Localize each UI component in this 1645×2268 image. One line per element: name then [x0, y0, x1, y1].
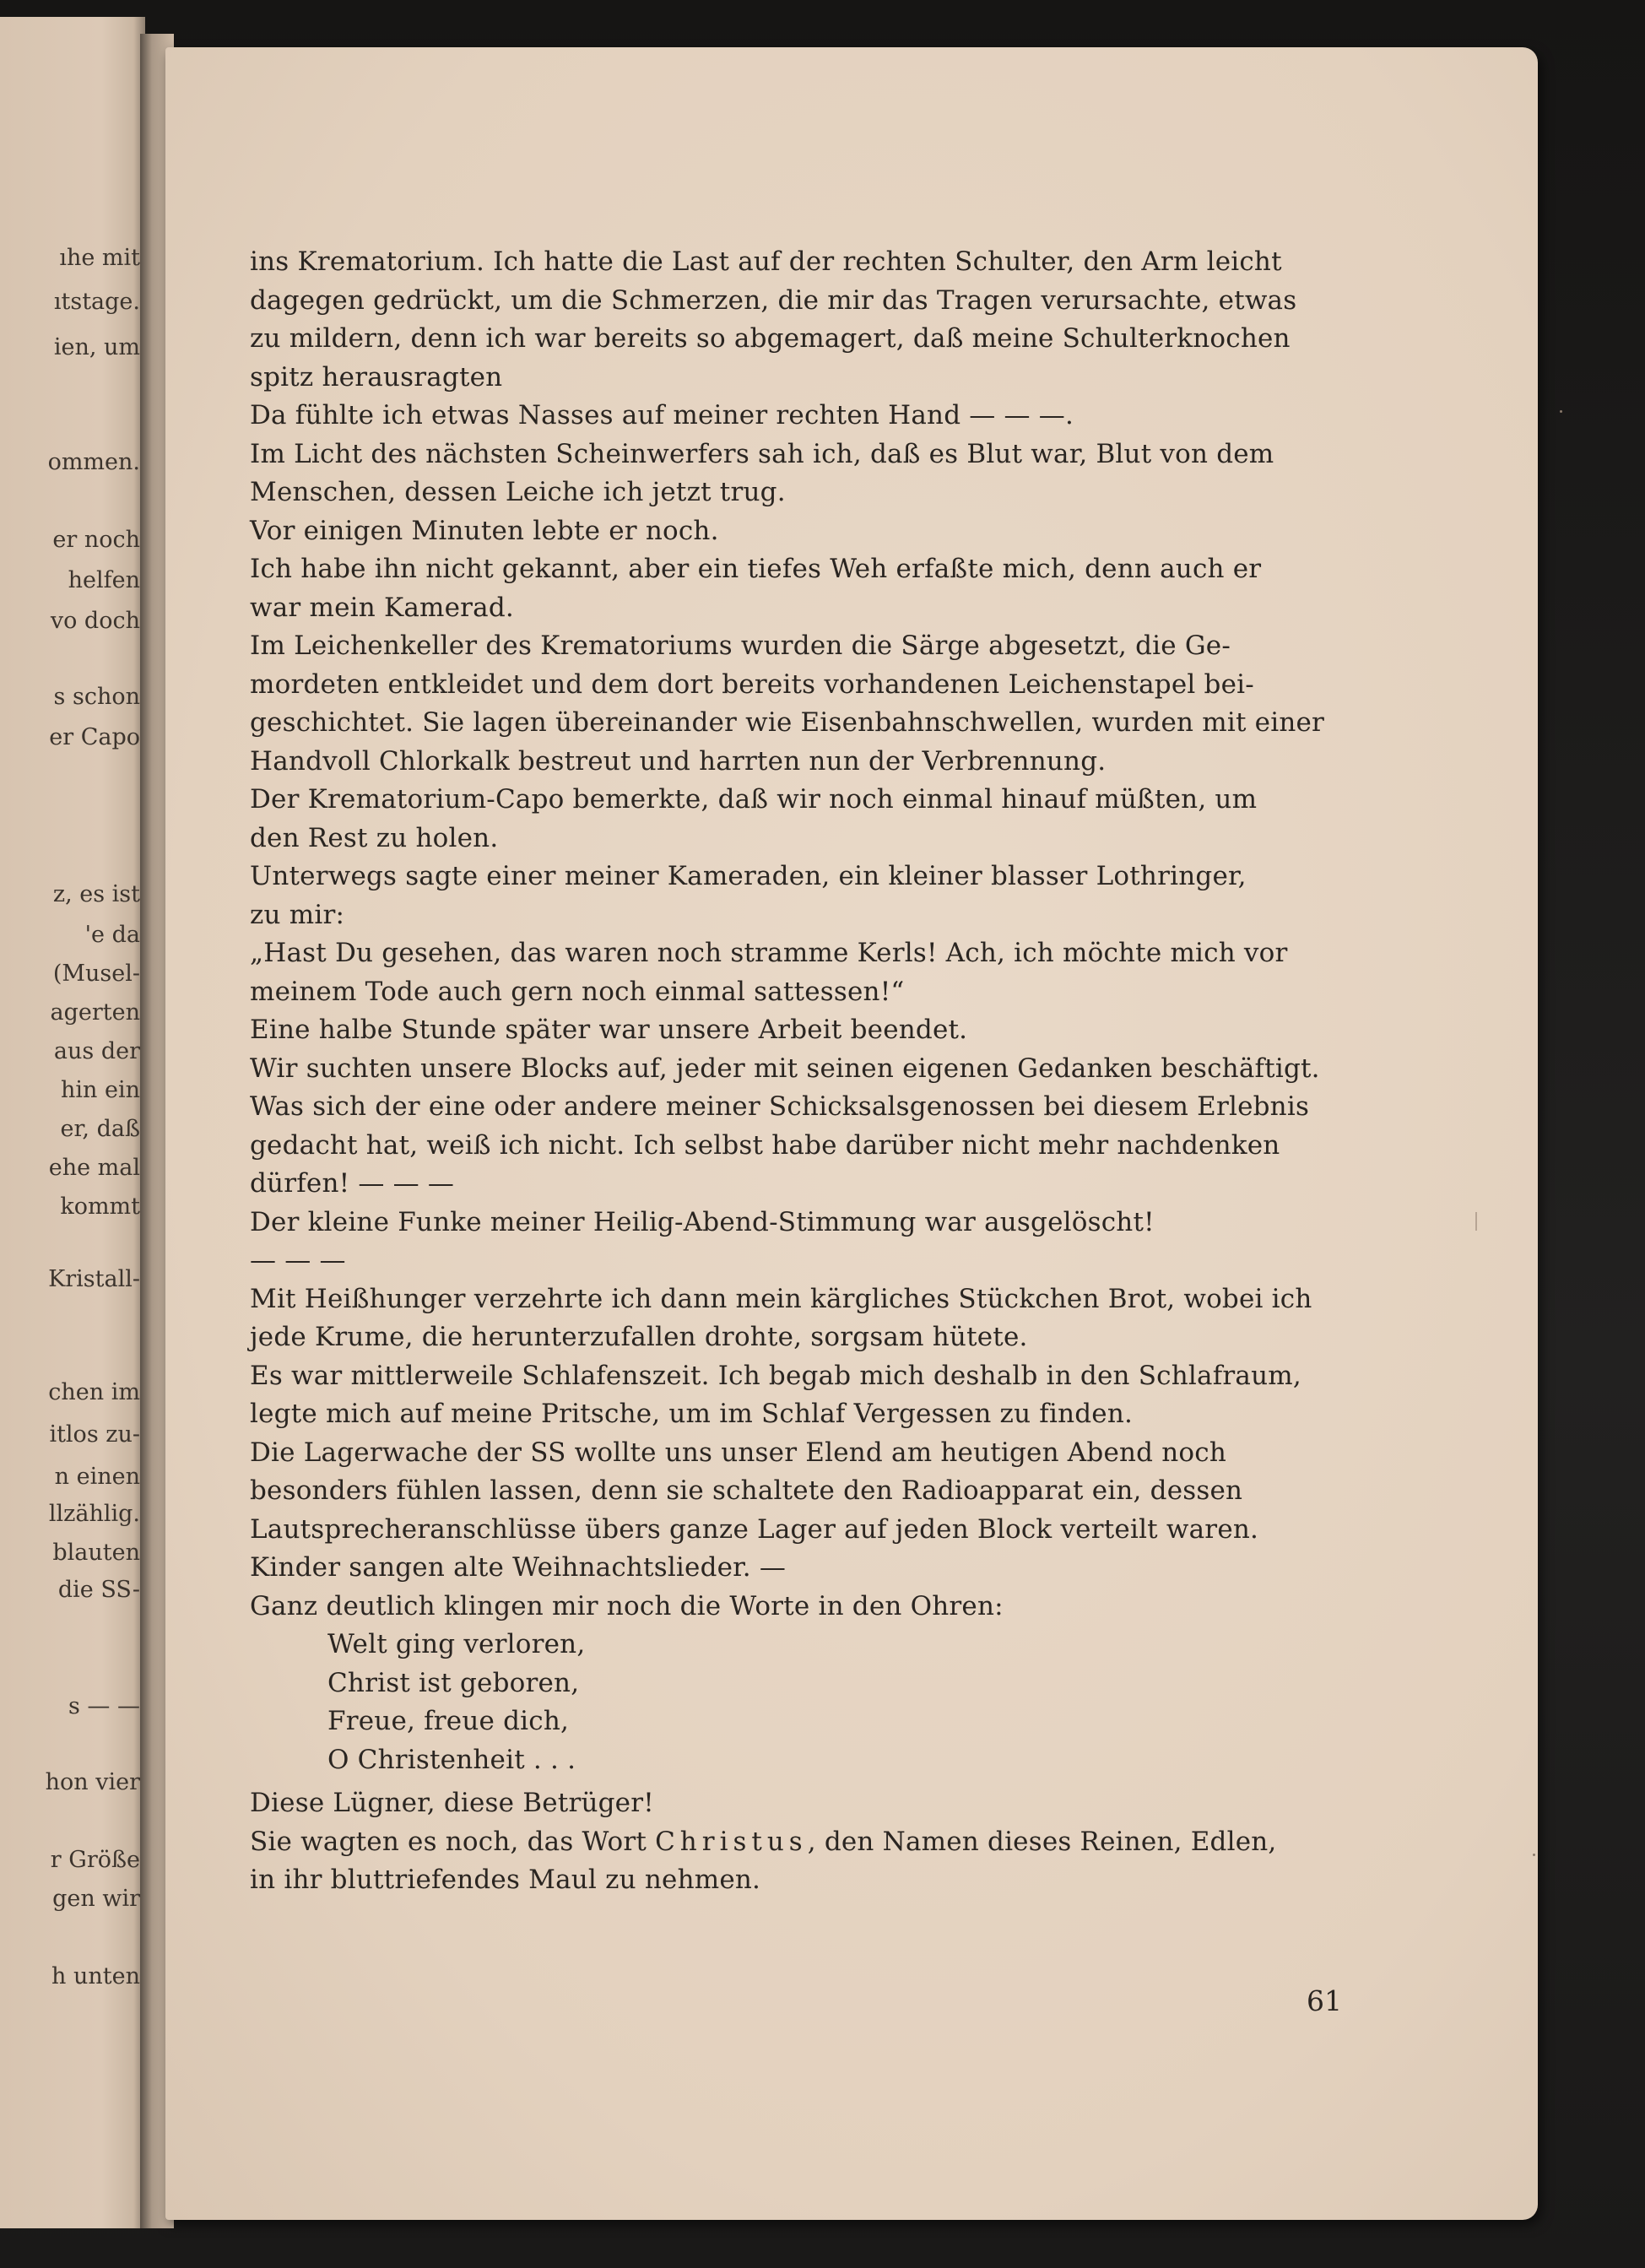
- verse-line: O Christenheit . . .: [327, 1744, 576, 1775]
- left-fragment: ommen.: [47, 449, 140, 475]
- verse-line: Christ ist geboren,: [327, 1667, 580, 1698]
- paper-speck: [1533, 1854, 1535, 1856]
- page-body-text: [250, 243, 1339, 1900]
- previous-page: [0, 17, 145, 2228]
- text-line: Diese Lügner, diese Betrüger!: [250, 1788, 654, 1818]
- left-fragment: er Capo: [49, 724, 140, 750]
- text-line: meinem Tode auch gern noch einmal sattessen!“: [250, 976, 905, 1007]
- left-fragment: itlos zu-: [49, 1421, 140, 1448]
- text-line: jede Krume, die herunterzufallen drohte, sorgsam hütete.: [250, 1322, 1028, 1352]
- spaced-word: Christus: [655, 1826, 808, 1857]
- left-fragment: aus der: [53, 1038, 140, 1064]
- verse-line: Welt ging verloren,: [327, 1629, 586, 1659]
- text-line: besonders fühlen lassen, denn sie schaltete den Radioapparat ein, dessen: [250, 1475, 1243, 1506]
- text-line: gedacht hat, weiß ich nicht. Ich selbst habe darüber nicht mehr nachdenken: [250, 1129, 1280, 1161]
- paper-mark: [1475, 1212, 1477, 1231]
- text-line: Was sich der eine oder andere meiner Schicksalsgenossen bei diesem Erlebnis: [250, 1091, 1310, 1122]
- text-segment: Sie wagten es noch, das Wort: [250, 1826, 647, 1857]
- left-fragment: ien, um: [53, 334, 140, 360]
- left-fragment: die SS-: [57, 1577, 140, 1603]
- left-fragment: vo doch: [50, 608, 140, 634]
- text-line: Mit Heißhunger verzehrte ich dann mein kärgliches Stückchen Brot, wobei ich: [250, 1283, 1312, 1314]
- text-line: Wir suchten unsere Blocks auf, jeder mit seinen eigenen Gedanken beschäftigt.: [250, 1053, 1320, 1084]
- book-page: [165, 47, 1538, 2220]
- left-fragment: gen wir: [52, 1886, 140, 1912]
- text-line: Lautsprecheranschlüsse übers ganze Lager auf jeden Block verteilt waren.: [250, 1513, 1259, 1545]
- paper-speck: [1560, 410, 1562, 413]
- text-line: Da fühlte ich etwas Nasses auf meiner rechten Hand — — —.: [250, 400, 1074, 430]
- left-fragment: s — —: [68, 1693, 140, 1719]
- left-fragment: n einen: [54, 1464, 140, 1490]
- text-line: ins Krematorium. Ich hatte die Last auf der rechten Schulter, den Arm leicht: [250, 246, 1282, 277]
- text-line: Der Krematorium-Capo bemerkte, daß wir noch einmal hinauf müßten, um: [250, 784, 1258, 815]
- left-fragment: hin ein: [61, 1077, 140, 1103]
- text-line: dürfen! — — —: [250, 1168, 455, 1199]
- left-fragment: z, es ist: [52, 881, 140, 907]
- left-fragment: ehe mal: [48, 1155, 140, 1181]
- text-line: Menschen, dessen Leiche ich jetzt trug.: [250, 477, 786, 507]
- text-line: Ich habe ihn nicht gekannt, aber ein tiefes Weh erfaßte mich, denn auch er: [250, 554, 1262, 584]
- text-line: legte mich auf meine Pritsche, um im Schlaf Vergessen zu finden.: [250, 1399, 1134, 1429]
- text-line: Eine halbe Stunde später war unsere Arbeit beendet.: [250, 1015, 968, 1045]
- section-break: — — —: [250, 1245, 346, 1275]
- page-number: 61: [1307, 1984, 1342, 2017]
- text-line: Der kleine Funke meiner Heilig-Abend-Stimmung war ausgelöscht!: [250, 1206, 1155, 1237]
- text-line: Kinder sangen alte Weihnachtslieder. —: [250, 1552, 787, 1583]
- text-line: zu mir:: [250, 899, 345, 930]
- text-line: Ganz deutlich klingen mir noch die Worte in den Ohren:: [250, 1590, 1004, 1621]
- text-line: Vor einigen Minuten lebte er noch.: [250, 515, 719, 546]
- left-fragment: r Größe: [50, 1847, 140, 1873]
- text-line: Handvoll Chlorkalk bestreut und harrten nun der Verbrennung.: [250, 745, 1107, 777]
- text-line: dagegen gedrückt, um die Schmerzen, die mir das Tragen verursachte, etwas: [250, 284, 1297, 316]
- left-fragment: ıtstage.: [53, 289, 140, 315]
- text-line: „Hast Du gesehen, das waren noch stramme Kerls! Ach, ich möchte mich vor: [250, 938, 1288, 968]
- verse-line: Freue, freue dich,: [327, 1706, 570, 1736]
- text-line: Unterwegs sagte einer meiner Kameraden, ein kleiner blasser Lothringer,: [250, 861, 1247, 891]
- left-fragment: kommt: [60, 1194, 140, 1220]
- left-fragment: Kristall-: [48, 1266, 140, 1292]
- text-line: Im Licht des nächsten Scheinwerfers sah ich, daß es Blut war, Blut von dem: [250, 438, 1274, 469]
- text-line: war mein Kamerad.: [250, 592, 514, 623]
- left-fragment: hon vier: [45, 1769, 140, 1795]
- text-line: Es war mittlerweile Schlafenszeit. Ich begab mich deshalb in den Schlafraum,: [250, 1360, 1301, 1391]
- text-segment: , den Namen dieses Reinen, Edlen,: [807, 1826, 1277, 1857]
- text-line: in ihr bluttriefendes Maul zu nehmen.: [250, 1865, 761, 1895]
- left-fragment: chen im: [48, 1379, 140, 1405]
- left-fragment: agerten: [50, 999, 140, 1026]
- text-line: den Rest zu holen.: [250, 822, 499, 853]
- text-line: Die Lagerwache der SS wollte uns unser Elend am heutigen Abend noch: [250, 1437, 1227, 1468]
- left-fragment: helfen: [68, 567, 140, 593]
- left-fragment: blauten: [52, 1540, 140, 1566]
- left-fragment: h unten: [51, 1963, 140, 1989]
- text-line: Im Leichenkeller des Krematoriums wurden die Särge abgesetzt, die Ge-: [250, 631, 1231, 661]
- left-fragment: er, daß: [60, 1116, 140, 1142]
- left-fragment: llzählig.: [48, 1501, 140, 1527]
- left-fragment: ıhe mit: [59, 245, 140, 271]
- text-line-emphasis: [250, 1823, 1339, 1862]
- text-line: geschichtet. Sie lagen übereinander wie Eisenbahnschwellen, wurden mit einer: [250, 707, 1325, 738]
- left-fragment: 'e da: [84, 922, 140, 948]
- left-fragment: er noch: [52, 527, 140, 553]
- left-fragment: (Musel-: [52, 961, 140, 987]
- left-fragment: s schon: [53, 684, 140, 710]
- text-line: zu mildern, denn ich war bereits so abgemagert, daß meine Schulterknochen: [250, 323, 1291, 354]
- text-line: spitz herausragten: [250, 361, 503, 392]
- text-line: mordeten entkleidet und dem dort bereits vorhandenen Leichenstapel bei-: [250, 668, 1254, 700]
